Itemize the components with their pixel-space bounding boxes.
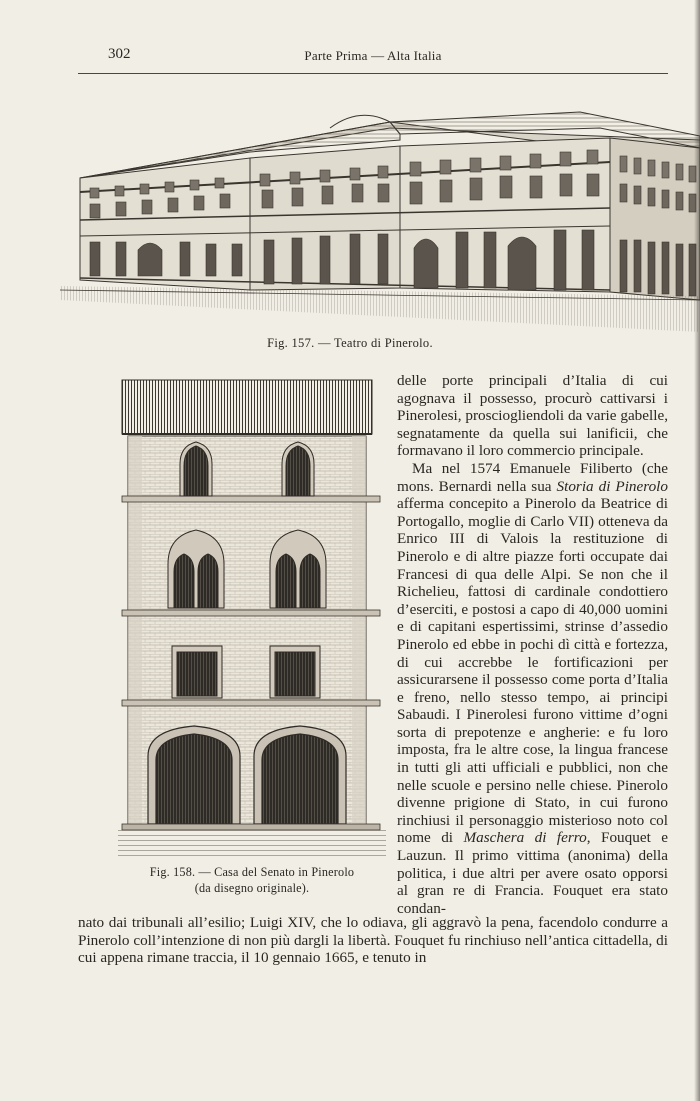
running-head: Parte Prima — Alta Italia [304, 48, 442, 63]
page-header [78, 44, 668, 70]
figure-157-theatre-engraving [60, 100, 700, 332]
figure-158-senate-house-engraving [118, 378, 386, 858]
paragraph-1: delle porte principali d’Italia di cui agognava il possesso, procurò cattivarsi i Pinerolesi, prosciogliendoli da varie gabelle, segnatamente da quella sui lanificii, che formavano il loro commercio principale. [397, 372, 668, 460]
figure-158-caption [118, 864, 386, 896]
italic-title-storia: Storia di Pinerolo [556, 477, 668, 495]
paragraph-2-part-c: , Fouquet e Lauzun. Il primo vittima (anonima) della politica, i due altri per avere osato opporsi al gran re di Francia. Fouquet era stato condan- [397, 829, 668, 917]
figure-158-caption-line1: Fig. 158. — Casa del Senato in Pinerolo [149, 865, 355, 879]
page-number: 302 [108, 46, 131, 62]
figure-157-caption: Fig. 157. — Teatro di Pinerolo. [267, 336, 433, 350]
paragraph-2-part-a: Ma nel 1574 Emanuele Filiberto (che mons. Bernardi nella sua [397, 459, 668, 495]
page-edge-shadow [694, 0, 700, 1101]
body-text-full-width [78, 914, 668, 967]
paragraph-2-part-b: afferma concepito a Pinerolo da Beatrice di Portogallo, moglie di Carlo VII) otteneva da Enrico III di Valois la restituzione di Pinerolo e di altre piazze forti occupate dai Francesi di qua delle Alpi. Se non che il Richelieu, fattosi di cardinale condottiero d’eserciti, e postosi a capo di 40,000 uomini e di capitani espertissimi, strinse d’assedio Pinerolo ed ebbe in pochi dì città e fortezza, di cui accrebbe le fortificazioni per assicurarsene il possesso come porta d’Italia e freno, nello stesso tempo, ai principi Sabaudi. I Pinerolesi furono vittime d’ogni sorta di prepotenze e angherie: e fu loro imposta, fra le altre cose, la lingua francese in tutti gli atti ufficiali e pubblici, non che nelle scuole e persino nelle chiese. Pinerolo divenne prigione di Stato, in cui furono rinchiusi il personaggio misterioso noto col nome di [397, 495, 668, 847]
header-rule [78, 73, 668, 74]
paragraph-continuation: nato dai tribunali all’esilio; Luigi XIV, che lo odiava, gli aggravò la pena, facendolo condurre a Pinerolo coll’intenzione di non più dargli la libertà. Fouquet fu rinchiuso nell’antica cittadella, di cui appena rimane traccia, il 10 gennaio 1665, e tenuto in [78, 914, 668, 967]
figure-158-caption-line2: (da disegno originale). [194, 881, 310, 895]
body-text-column [397, 372, 668, 917]
italic-maschera: Maschera di ferro [463, 829, 587, 847]
paragraph-2 [397, 460, 668, 917]
